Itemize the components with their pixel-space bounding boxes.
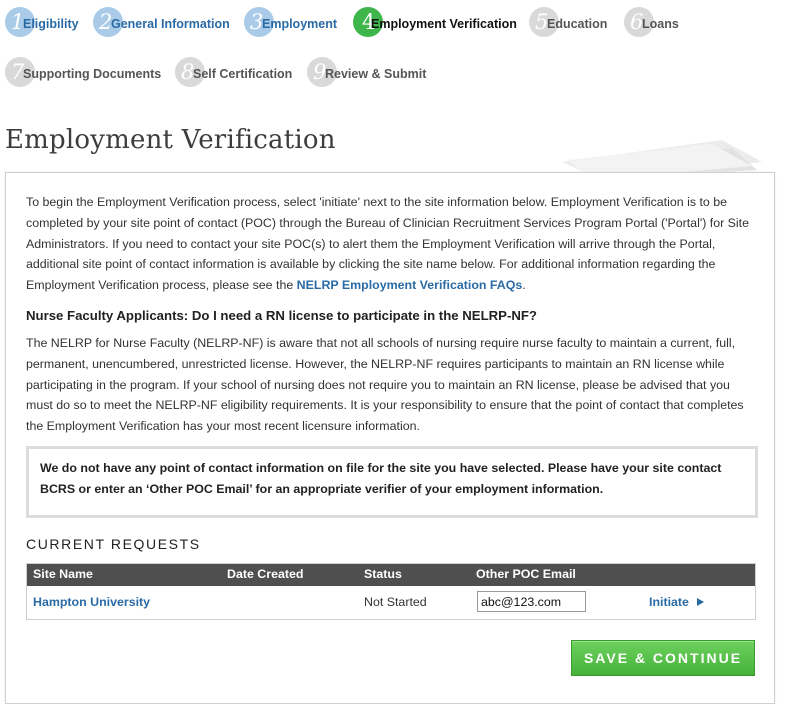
no-poc-notice: We do not have any point of contact information on file for the site you have selected. Please have your site contact BCRS or enter an ‘Other POC Email’ for an appropriate verifier of your employment information. <box>26 446 758 518</box>
intro-paragraph <box>26 192 756 296</box>
step-label: Self Certification <box>193 67 293 81</box>
column-header-date-created: Date Created <box>227 567 304 581</box>
content-panel <box>5 172 775 704</box>
current-requests-heading: CURRENT REQUESTS <box>26 536 201 552</box>
status-cell: Not Started <box>364 595 427 609</box>
faq-link[interactable]: NELRP Employment Verification FAQs <box>296 278 523 293</box>
intro-end: . <box>522 278 526 293</box>
column-header-status: Status <box>364 567 402 581</box>
step-number: 2 <box>93 7 123 37</box>
table-row <box>27 586 755 619</box>
initiate-link[interactable] <box>649 595 704 609</box>
current-requests-table <box>26 563 756 620</box>
initiate-label: Initiate <box>649 595 689 609</box>
page-title: Employment Verification <box>5 125 336 155</box>
step-label: Education <box>547 17 608 31</box>
step-number: 9 <box>307 57 337 87</box>
site-name-link[interactable]: Hampton University <box>33 595 151 609</box>
step-label: General Information <box>111 17 230 31</box>
step-label: Employment <box>262 17 338 31</box>
step-number: 1 <box>5 7 35 37</box>
save-and-continue-button[interactable]: SAVE & CONTINUE <box>571 640 755 676</box>
intro-text: To begin the Employment Verification process, select 'initiate' next to the site information below. Employment Verification is to be completed by your site point of contact (POC) through the Bureau of Clinician Recruitment Services Program Portal ('Portal') for Site Administrators. If you need to contact your site POC(s) to alert them the Employment Verification will arrive through the Portal, additional site point of contact information is available by clicking the site name below. For additional information regarding the Employment Verification process, please see the <box>26 195 750 293</box>
step-number: 4 <box>353 7 383 37</box>
column-header-other-poc-email: Other POC Email <box>476 567 576 581</box>
step-label: Employment Verification <box>371 17 517 31</box>
step-number: 7 <box>5 57 35 87</box>
arrow-right-icon <box>697 598 704 606</box>
step-label: Loans <box>642 17 679 31</box>
step-label: Supporting Documents <box>23 67 162 81</box>
nurse-faculty-body: The NELRP for Nurse Faculty (NELRP-NF) is aware that not all schools of nursing require nurse faculty to maintain a current, full, permanent, unencumbered, unrestricted license. However, the NELRP-NF requires participants to maintain an RN license while participating in the program. If your school of nursing does not require you to maintain an RN license, please be advised that you must do so to meet the NELRP-NF eligibility requirements. It is your responsibility to ensure that the point of contact that completes the Employment Verification has your most recent licensure information. <box>26 336 744 434</box>
step-number: 5 <box>529 7 559 37</box>
step-number: 8 <box>175 57 205 87</box>
step-label: Eligibility <box>23 17 79 31</box>
step-number: 6 <box>624 7 654 37</box>
step-label: Review & Submit <box>325 67 427 81</box>
table-header <box>27 564 755 586</box>
step-number: 3 <box>244 7 274 37</box>
other-poc-email-input[interactable] <box>477 591 586 612</box>
nurse-faculty-heading: Nurse Faculty Applicants: Do I need a RN license to participate in the NELRP-NF? <box>26 308 537 323</box>
column-header-site-name: Site Name <box>33 567 93 581</box>
